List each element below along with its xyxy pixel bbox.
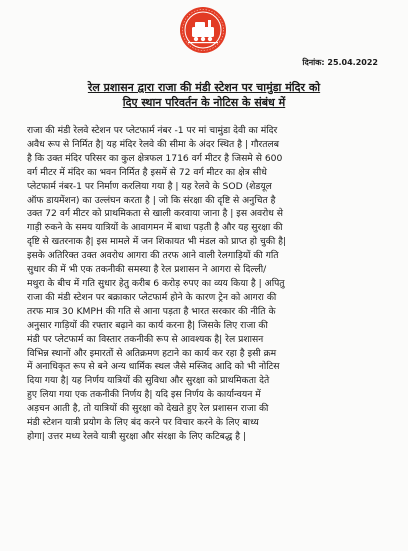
body-line: इसके अतिरिक्त उक्त अवरोध आगरा की तरफ आने वाली रेलगाड़ियों की गति <box>27 250 279 262</box>
body-line: मंडी पर प्लेटफार्म का विस्तार तकनीकी रूप से आवश्यक है| रेल प्रशासन <box>27 333 264 345</box>
notice-title-line: दिए स्थान परिवर्तन के नोटिस के संबंध में <box>122 96 286 109</box>
body-line: होगा| उत्तर मध्य रेलवे यात्री सुरक्षा और संरक्षा के लिए कटिबद्ध है | <box>27 430 247 442</box>
body-line: उक्त 72 वर्ग मीटर को प्राथमिकता से खाली करवाया जाना है | इस अवरोध से <box>27 208 283 220</box>
body-line: तरफ मात्र 30 KMPH की गति से आना पड़ता है भारत सरकार की नीति के <box>27 305 276 317</box>
indian-railways-logo-icon <box>178 5 228 55</box>
body-line: राजा की मंडी रेलवे स्टेशन पर प्लेटफार्म नंबर -1 पर मां चामुंडा देवी का मंदिर <box>27 125 278 136</box>
body-line: है कि उक्त मंदिर परिसर का कुल क्षेत्रफल 1716 वर्ग मीटर है जिसमे से 600 <box>27 152 283 164</box>
body-line: मंडी स्टेशन यात्री प्रयोग के लिए बंद करने पर विचार करने के लिए बाध्य <box>27 417 259 429</box>
body-line: प्लेटफार्म नंबर-1 पर निर्माण करलिया गया है | यह रेलवे के SOD (शेडयूल <box>27 180 272 192</box>
body-line: दिया गया है| यह निर्णय यात्रियों की सुविधा और सुरक्षा को प्राथमिकता देते <box>27 375 270 387</box>
notice-body <box>27 124 383 444</box>
body-line: हुए लिया गया एक तकनीकी निर्णय है| यदि इस निर्णय के कार्यान्वयन में <box>27 389 261 401</box>
body-line: सुधार की में भी एक तकनीकी समस्या है रेल प्रशासन ने आगरा से दिल्ली/ <box>27 264 267 276</box>
body-line: विभिन्न स्थानों और इमारतों से अतिक्रमण हटाने का कार्य कर रहा है इसी क्रम <box>27 347 277 359</box>
body-line: ऑफ डायमेंशन) का उल्लंघन करता है | जो कि संरक्षा की दृष्टि से अनुचित है <box>27 194 276 206</box>
indian-railways-logo <box>178 5 228 55</box>
body-line: अवैध रूप से निर्मित है| यह मंदिर रेलवे की सीमा के अंदर स्थित है | गौरतलब <box>27 138 280 150</box>
notice-date: दिनांक: 25.04.2022 <box>302 58 378 67</box>
notice-title-line: रेल प्रशासन द्वारा राजा की मंडी स्टेशन पर चामुंडा मंदिर को <box>87 81 321 94</box>
body-line: वर्ग मीटर में मंदिर का भवन निर्मित है इसमें से 72 वर्ग मीटर का क्षेत्र सीधे <box>27 166 267 178</box>
body-line: अड़चन आती है, तो यात्रियों की सुरक्षा को देखते हुए रेल प्रशासन राजा की <box>27 403 269 415</box>
body-line: मथुरा के बीच में गति सुधार हेतु करीब 6 करोड़ रुपए का व्यय किया है | अपितु <box>27 277 285 289</box>
body-line: अनुसार गाड़ियों की रफ्तार बढ़ाने का कार्य करना है| जिसके लिए राजा की <box>27 319 268 331</box>
body-line: में अनाधिकृत रूप से बने अन्य धार्मिक स्थल जैसे मस्जिद आदि को भी नोटिस <box>27 361 280 373</box>
notice-title <box>30 80 378 110</box>
body-line: राजा की मंडी स्टेशन पर बक्राकार प्लेटफार्म होने के कारण ट्रेन को आगरा की <box>27 291 277 303</box>
body-line: गाड़ी रुकने के समय यात्रियों के आवागमन में बाधा पड़ती है और यह सुरक्षा की <box>27 222 283 234</box>
body-line: दृष्टि से खतरनाक है| इस मामले में जन शिकायत भी मंडल को प्राप्त हो चुकी है| <box>27 236 287 248</box>
